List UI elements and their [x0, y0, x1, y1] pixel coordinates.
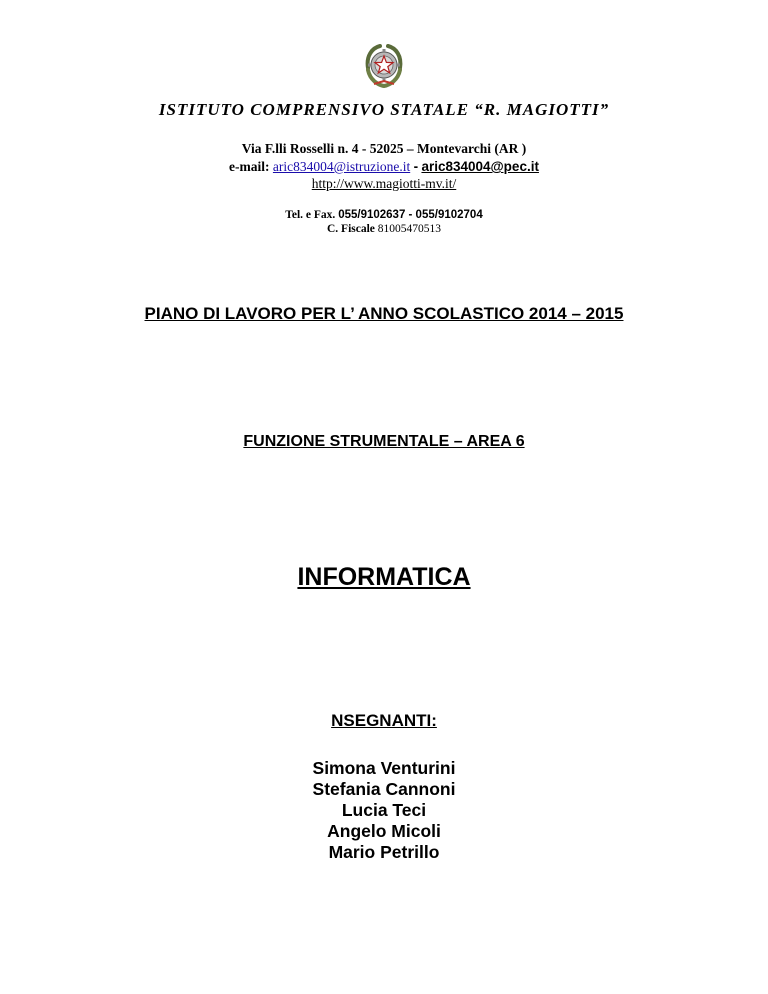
fiscal-code-label: C. Fiscale: [326, 223, 375, 235]
teacher-name: Lucia Teci: [341, 800, 427, 820]
teacher-name: Mario Petrillo: [328, 842, 440, 862]
contact-email-line: e-mail: aric834004@istruzione.it - aric834004@pec.it: [229, 159, 539, 174]
email-separator: -: [413, 159, 419, 174]
teachers-heading: NSEGNANTI:: [331, 711, 437, 730]
school-name: ISTITUTO COMPRENSIVO STATALE “R. MAGIOTTI”: [158, 100, 610, 119]
tel-label: Tel. e Fax.: [285, 209, 336, 221]
phone-fax-line: [0, 209, 768, 221]
teacher-name: Simona Venturini: [312, 758, 456, 778]
tel-numbers: 055/9102637 - 055/9102704: [338, 209, 483, 221]
school-address: Via F.lli Rosselli n. 4 - 52025 – Montevarchi (AR ): [241, 141, 527, 156]
italian-republic-emblem-icon: [360, 40, 408, 90]
fiscal-code-line: [0, 223, 768, 235]
email-link[interactable]: aric834004@istruzione.it: [272, 159, 411, 174]
subject-title: INFORMATICA: [297, 563, 471, 591]
teacher-name: Angelo Micoli: [327, 821, 441, 841]
pec-email-link[interactable]: aric834004@pec.it: [421, 159, 539, 174]
function-title: FUNZIONE STRUMENTALE – AREA 6: [243, 433, 525, 450]
fiscal-code-number: 81005470513: [377, 223, 442, 235]
website-link[interactable]: http://www.magiotti-mv.it/: [311, 176, 457, 191]
teachers-list: [0, 758, 768, 863]
email-label: e-mail: [229, 159, 266, 174]
plan-title: PIANO DI LAVORO PER L’ ANNO SCOLASTICO 2014 – 2015: [144, 304, 624, 323]
teacher-name: Stefania Cannoni: [312, 779, 456, 799]
